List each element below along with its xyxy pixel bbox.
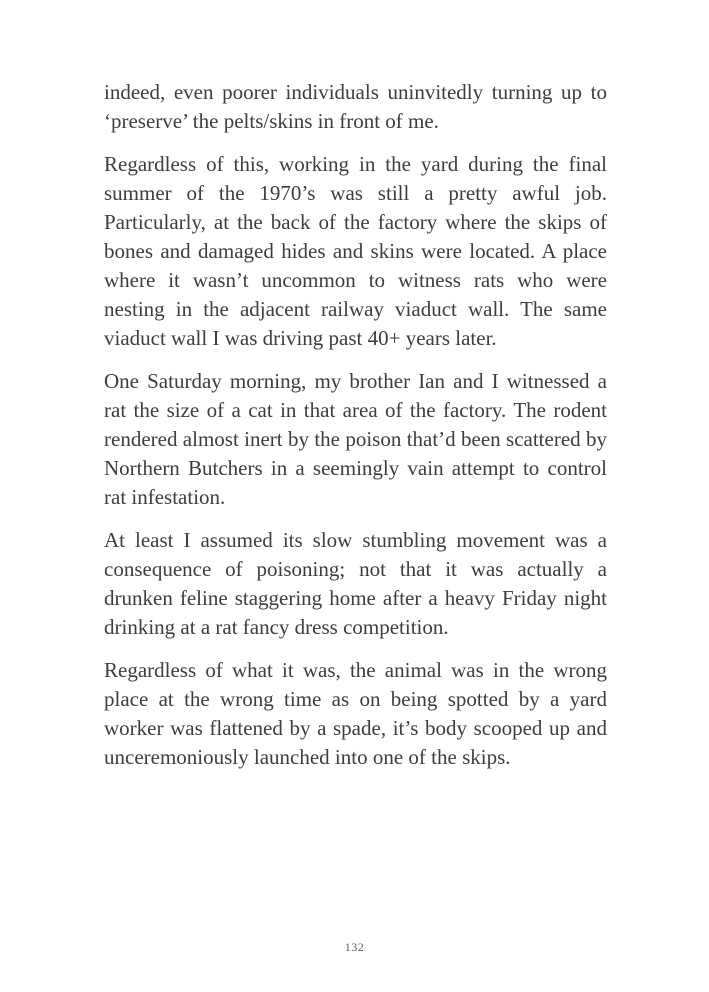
body-text-block xyxy=(104,78,607,786)
paragraph-assumed-poisoning: At least I assumed its slow stumbling movement was a consequence of poisoning; not that it was actually a drunken feline staggering home after a heavy Friday night drinking at a rat fancy dress competition. xyxy=(104,528,607,639)
paragraph-saturday-rat: One Saturday morning, my brother Ian and I witnessed a rat the size of a cat in that area of the factory. The rodent rendered almost inert by the poison that’d been scattered by Northern Butchers in a seemingly vain attempt to control rat infestation. xyxy=(104,369,607,509)
page-footer xyxy=(0,938,709,956)
paragraph-yard-job: Regardless of this, working in the yard during the final summer of the 1970’s was still a pretty awful job. Particularly, at the back of the factory where the skips of bones and damaged hides and skins were located. A place where it wasn’t uncommon to witness rats who were nesting in the adjacent railway viaduct wall. The same viaduct wall I was driving past 40+ years later. xyxy=(104,152,607,350)
paragraph-continuation: indeed, even poorer individuals uninvitedly turning up to ‘preserve’ the pelts/skins in front of me. xyxy=(104,80,607,133)
paragraph-wrong-place: Regardless of what it was, the animal was in the wrong place at the wrong time as on being spotted by a yard worker was flattened by a spade, it’s body scooped up and unceremoniously launched into one of the skips. xyxy=(104,658,607,769)
page-number: 132 xyxy=(344,940,365,954)
